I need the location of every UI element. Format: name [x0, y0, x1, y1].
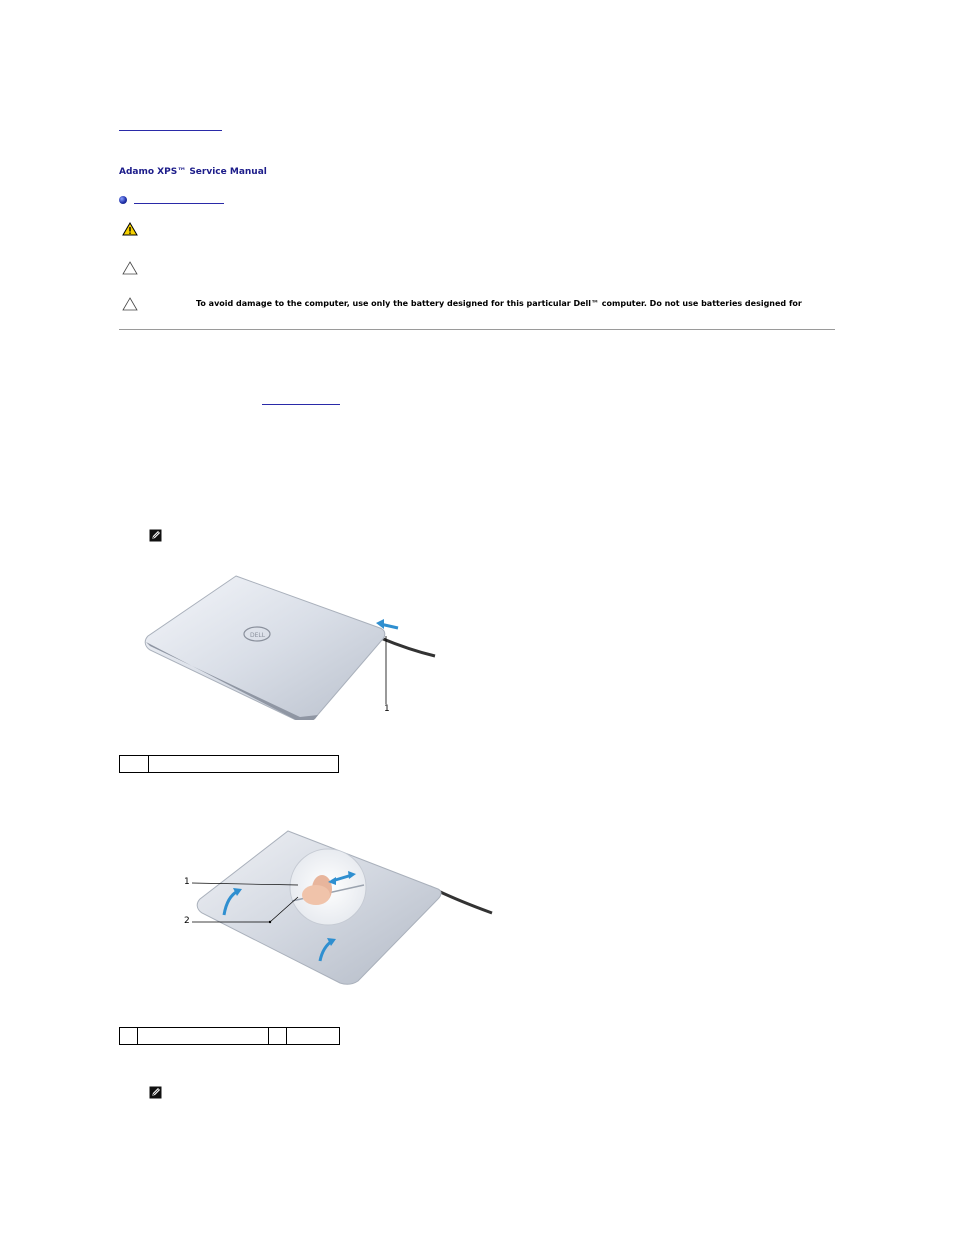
svg-text:DELL: DELL: [250, 632, 266, 639]
laptop-latch-figure: [180, 825, 495, 985]
note-pencil-icon: [149, 529, 162, 542]
figure2-callout-table: [119, 1027, 340, 1045]
section-link[interactable]: [134, 203, 224, 204]
laptop-lid-figure: [140, 570, 440, 720]
callout-label: 1: [184, 877, 190, 887]
table-cell: [287, 1028, 340, 1045]
table-cell: [269, 1028, 287, 1045]
callout-label: 1: [384, 704, 390, 714]
table-row: [120, 1028, 340, 1045]
caution-triangle-icon: [122, 297, 138, 311]
table-cell: [138, 1028, 269, 1045]
table-cell: [120, 756, 149, 773]
manual-title: Adamo XPS™ Service Manual: [119, 167, 267, 177]
back-to-contents-link[interactable]: [119, 130, 222, 131]
figure1-callout-table: [119, 755, 339, 773]
table-cell: [149, 756, 339, 773]
warning-triangle-icon: [122, 222, 138, 236]
table-row: [120, 756, 339, 773]
note-pencil-icon: [149, 1086, 162, 1099]
inline-link[interactable]: [262, 404, 340, 405]
caution-triangle-icon: [122, 261, 138, 275]
divider: [119, 329, 835, 330]
caution-text: To avoid damage to the computer, use only the battery designed for this particular Dell™ computer. Do not use batteries designed for: [196, 299, 802, 308]
blue-bullet-icon: [119, 196, 127, 204]
callout-label: 2: [184, 916, 190, 926]
table-cell: [120, 1028, 138, 1045]
